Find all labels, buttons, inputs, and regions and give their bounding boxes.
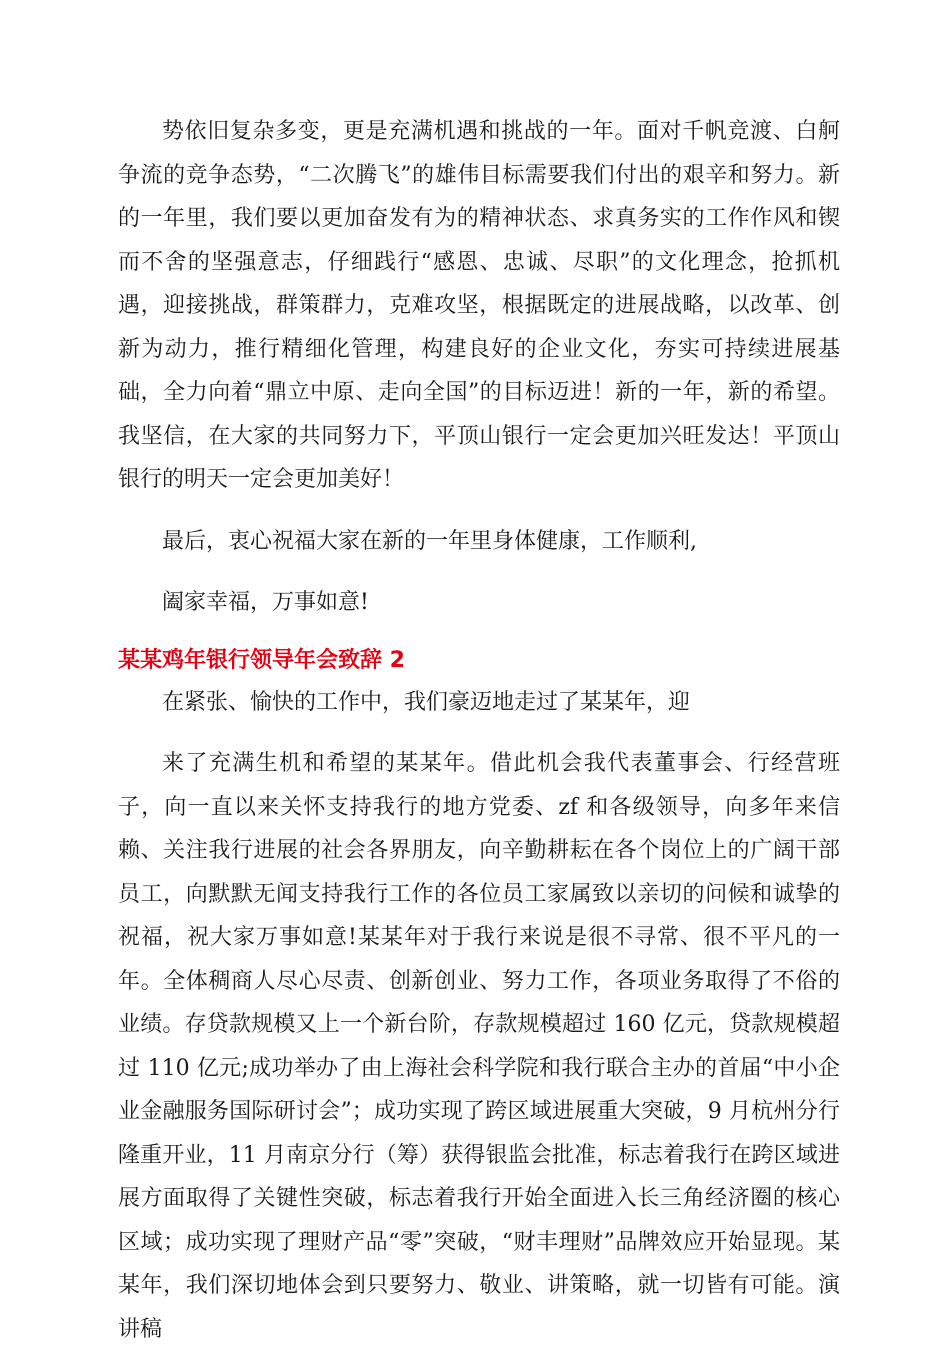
paragraph-closing-blessing: 阖家幸福，万事如意!	[162, 590, 369, 615]
paragraph-outlook: 势依旧复杂多变，更是充满机遇和挑战的一年。面对千帆竞渡、白舸争流的竞争态势，“二次腾飞”的雄伟目标需要我们付出的艰辛和努力。新的一年里，我们要以更加奋发有为的精神状态、求真务实的工作作风和锲而不舍的坚强意志，仔细践行“感恩、忠诚、尽职”的文化理念，抢抓机遇，迎接挑战，群策群力，克难攻坚，根据既定的进展战略，以改革、创新为动力，推行精细化管理，构建良好的企业文化，夯实可持续进展基础，全力向着“鼎立中原、走向全国”的目标迈进！新的一年，新的希望。我坚信，在大家的共同努力下，平顶山银行一定会更加兴旺发达！平顶山银行的明天一定会更加美好！	[118, 119, 840, 492]
document-body	[118, 110, 840, 1351]
paragraph-review: 来了充满生机和希望的某某年。借此机会我代表董事会、行经营班子，向一直以来关怀支持我行的地方党委、zf 和各级领导，向多年来信赖、关注我行进展的社会各界朋友，向辛勤耕耘在各个岗位上的广阔干部员工，向默默无闻支持我行工作的各位员工家属致以亲切的问候和诚挚的祝福，祝大家万事如意!某某年对于我行来说是很不寻常、很不平凡的一年。全体稠商人尽心尽责、创新创业、努力工作，各项业务取得了不俗的业绩。存贷款规模又上一个新台阶，存款规模超过 160 亿元，贷款规模超过 110 亿元;成功举办了由上海社会科学院和我行联合主办的首届“中小企业金融服务国际研讨会”；成功实现了跨区域进展重大突破，9 月杭州分行隆重开业，11 月南京分行（筹）获得银监会批准，标志着我行在跨区域进展方面取得了关键性突破，标志着我行开始全面进入长三角经济圈的核心区域；成功实现了理财产品“零”突破，“财丰理财”品牌效应开始显现。某某年，我们深切地体会到只要努力、敬业、讲策略，就一切皆有可能。演讲稿	[118, 751, 840, 1342]
section-heading: 某某鸡年银行领导年会致辞 2	[118, 647, 405, 673]
paragraph-intro: 在紧张、愉快的工作中，我们豪迈地走过了某某年，迎	[162, 689, 691, 715]
paragraph-closing-wishes: 最后，衷心祝福大家在新的一年里身体健康，工作顺利,	[162, 528, 697, 554]
